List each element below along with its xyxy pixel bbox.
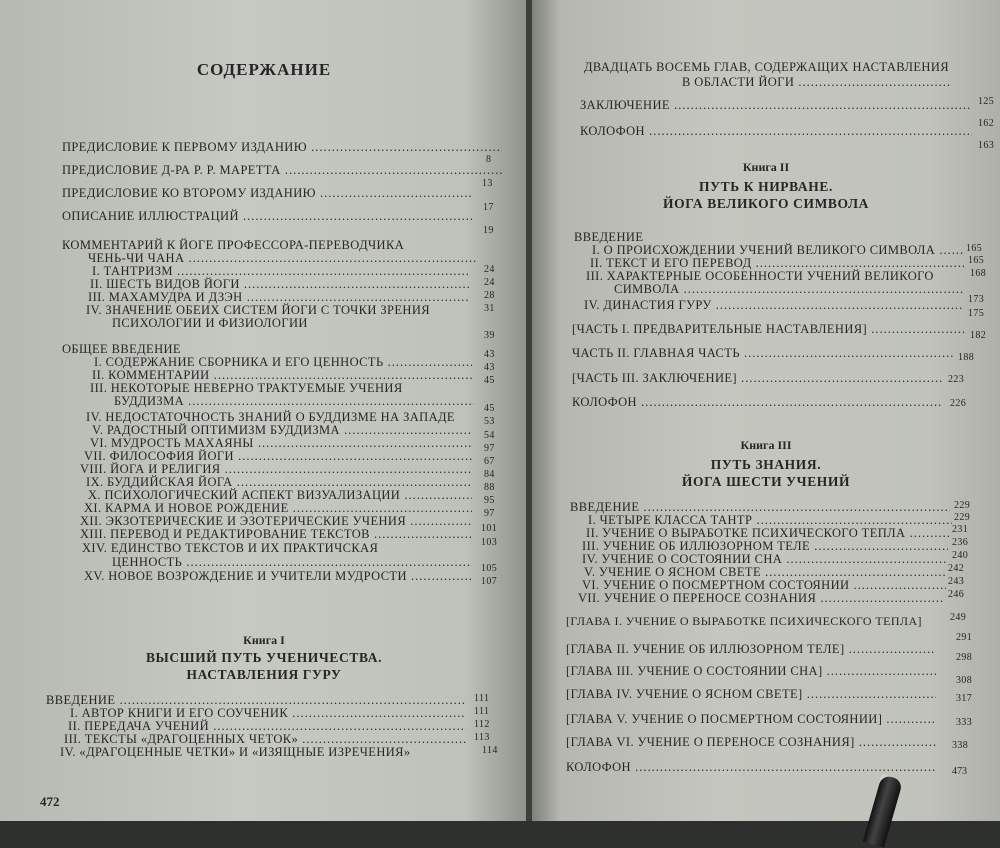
toc-page-number: 226 bbox=[950, 398, 967, 409]
toc-page-number: 101 bbox=[481, 523, 498, 534]
chapters-heading: ДВАДЦАТЬ ВОСЕМЬ ГЛАВ, СОДЕРЖАЩИХ НАСТАВЛЕНИЯ bbox=[584, 60, 950, 74]
toc-page-number: 19 bbox=[483, 225, 494, 236]
toc-page-number: 240 bbox=[952, 550, 969, 561]
toc-entry: I. О ПРОИСХОЖДЕНИИ УЧЕНИЙ ВЕЛИКОГО СИМВОЛА ..... bbox=[592, 243, 964, 258]
toc-page-number: 95 bbox=[484, 495, 495, 506]
book-2-label: Книга II bbox=[742, 160, 790, 174]
toc-page-number: 113 bbox=[474, 732, 490, 743]
toc-page-number: 242 bbox=[948, 563, 965, 574]
toc-entry: [ГЛАВА IV. УЧЕНИЕ О ЯСНОМ СВЕТЕ] ..... bbox=[566, 687, 936, 702]
toc-page-number: 165 bbox=[968, 255, 985, 266]
page-number-right: 473 bbox=[952, 766, 967, 777]
toc-page-number: 165 bbox=[966, 243, 983, 254]
toc-page-number: 24 bbox=[484, 264, 495, 275]
toc-entry: ПСИХОЛОГИИ И ФИЗИОЛОГИИ bbox=[112, 316, 308, 330]
toc-page-number: 54 bbox=[484, 430, 495, 441]
toc-page-number: 39 bbox=[484, 330, 495, 341]
toc-page-number: 231 bbox=[952, 524, 969, 535]
toc-page-number: 182 bbox=[970, 330, 987, 341]
toc-page-number: 317 bbox=[956, 693, 973, 704]
book-1-label: Книга I bbox=[243, 633, 285, 647]
toc-entry: I. ТАНТРИЗМ ..... bbox=[92, 264, 470, 279]
toc-entry: ПРЕДИСЛОВИЕ Д-РА Р. Р. МАРЕТТА ..... bbox=[62, 163, 502, 178]
toc-page-number: 112 bbox=[474, 719, 490, 730]
toc-entry: IX. БУДДИЙСКАЯ ЙОГА ..... bbox=[86, 475, 472, 490]
toc-page-number: 229 bbox=[954, 500, 971, 511]
toc-page-number: 97 bbox=[484, 443, 495, 454]
toc-page-number: 53 bbox=[484, 416, 495, 427]
toc-entry: III. ТЕКСТЫ «ДРАГОЦЕННЫХ ЧЕТОК» ..... bbox=[64, 732, 466, 747]
toc-entry: III. МАХАМУДРА И ДЗЭН ..... bbox=[88, 290, 470, 305]
toc-page-number: 333 bbox=[956, 717, 973, 728]
toc-page-number: 107 bbox=[481, 576, 498, 587]
toc-entry: XII. ЭКЗОТЕРИЧЕСКИЕ И ЭЗОТЕРИЧЕСКИЕ УЧЕНИЯ ..... bbox=[80, 514, 472, 529]
book-1-subtitle: НАСТАВЛЕНИЯ ГУРУ bbox=[186, 667, 342, 682]
toc-page-number: 291 bbox=[956, 632, 973, 643]
toc-page-number: 298 bbox=[956, 652, 973, 663]
toc-entry: [ГЛАВА I. УЧЕНИЕ О ВЫРАБОТКЕ ПСИХИЧЕСКОГО ТЕПЛА] bbox=[566, 614, 922, 628]
book-2-title: ПУТЬ К НИРВАНЕ. bbox=[699, 179, 833, 194]
toc-entry: ЧАСТЬ II. ГЛАВНАЯ ЧАСТЬ ..... bbox=[572, 346, 954, 361]
toc-page-number: 97 bbox=[484, 508, 495, 519]
toc-page-number: 308 bbox=[956, 675, 973, 686]
page-number-left: 472 bbox=[40, 794, 60, 809]
toc-entry: ВВЕДЕНИЕ ..... bbox=[46, 693, 466, 708]
toc-page-number: 31 bbox=[484, 303, 495, 314]
chapters-heading-2: В ОБЛАСТИ ЙОГИ ..... bbox=[682, 75, 952, 90]
toc-entry: II. УЧЕНИЕ О ВЫРАБОТКЕ ПСИХИЧЕСКОГО ТЕПЛА ..... bbox=[586, 526, 950, 541]
toc-entry: I. АВТОР КНИГИ И ЕГО СОУЧЕНИК ..... bbox=[70, 706, 466, 721]
toc-entry: IV. НЕДОСТАТОЧНОСТЬ ЗНАНИЙ О БУДДИЗМЕ НА ЗАПАДЕ bbox=[86, 410, 455, 424]
toc-entry: КОЛОФОН ..... bbox=[580, 124, 972, 139]
toc-entry: IV. «ДРАГОЦЕННЫЕ ЧЕТКИ» И «ИЗЯЩНЫЕ ИЗРЕЧЕНИЯ» bbox=[60, 745, 411, 759]
toc-entry: [ГЛАВА II. УЧЕНИЕ ОБ ИЛЛЮЗОРНОМ ТЕЛЕ] ..... bbox=[566, 642, 936, 657]
toc-entry: IV. ЗНАЧЕНИЕ ОБЕИХ СИСТЕМ ЙОГИ С ТОЧКИ ЗРЕНИЯ bbox=[86, 303, 430, 317]
toc-page-number: 188 bbox=[958, 352, 975, 363]
book-3-label: Книга III bbox=[740, 438, 792, 452]
toc-page-number: 43 bbox=[484, 349, 495, 360]
toc-page-number: 249 bbox=[950, 612, 967, 623]
toc-entry: ЗАКЛЮЧЕНИЕ ..... bbox=[580, 98, 972, 113]
toc-entry: [ЧАСТЬ I. ПРЕДВАРИТЕЛЬНЫЕ НАСТАВЛЕНИЯ] ..... bbox=[572, 322, 966, 337]
toc-page-number: 45 bbox=[484, 375, 495, 386]
toc-entry: ВВЕДЕНИЕ ..... bbox=[570, 500, 950, 515]
toc-page-number: 88 bbox=[484, 482, 495, 493]
toc-entry: XV. НОВОЕ ВОЗРОЖДЕНИЕ И УЧИТЕЛИ МУДРОСТИ ..... bbox=[84, 569, 472, 584]
toc-page-number: 24 bbox=[484, 277, 495, 288]
toc-page-number: 103 bbox=[481, 537, 498, 548]
toc-entry: [ГЛАВА III. УЧЕНИЕ О СОСТОЯНИИ СНА] ..... bbox=[566, 664, 936, 679]
toc-entry: ВВЕДЕНИЕ bbox=[574, 230, 644, 244]
toc-entry: ОПИСАНИЕ ИЛЛЮСТРАЦИЙ ..... bbox=[62, 209, 472, 224]
commentary-heading: КОММЕНТАРИЙ К ЙОГЕ ПРОФЕССОРА-ПЕРЕВОДЧИКА bbox=[62, 238, 405, 252]
toc-page-number: 229 bbox=[954, 512, 971, 523]
toc-page-number: 338 bbox=[952, 740, 969, 751]
book-3-title: ПУТЬ ЗНАНИЯ. bbox=[710, 457, 822, 472]
toc-entry: II. ТЕКСТ И ЕГО ПЕРЕВОД ..... bbox=[590, 256, 966, 271]
toc-entry: VII. УЧЕНИЕ О ПЕРЕНОСЕ СОЗНАНИЯ ..... bbox=[578, 591, 944, 606]
toc-entry: ПРЕДИСЛОВИЕ К ПЕРВОМУ ИЗДАНИЮ ..... bbox=[62, 140, 502, 155]
toc-entry: X. ПСИХОЛОГИЧЕСКИЙ АСПЕКТ ВИЗУАЛИЗАЦИИ ..... bbox=[88, 488, 472, 503]
toc-page-number: 28 bbox=[484, 290, 495, 301]
toc-page-number: 84 bbox=[484, 469, 495, 480]
toc-entry: III. НЕКОТОРЫЕ НЕВЕРНО ТРАКТУЕМЫЕ УЧЕНИЯ bbox=[90, 381, 403, 395]
toc-entry: I. ЧЕТЫРЕ КЛАССА ТАНТР ..... bbox=[588, 513, 952, 528]
toc-page-number: 111 bbox=[474, 706, 490, 717]
toc-entry: IV. УЧЕНИЕ О СОСТОЯНИИ СНА ..... bbox=[582, 552, 948, 567]
toc-page-number: 246 bbox=[948, 589, 965, 600]
toc-page-number: 125 bbox=[978, 96, 995, 107]
toc-page-number: 17 bbox=[483, 202, 494, 213]
toc-entry: III. ХАРАКТЕРНЫЕ ОСОБЕННОСТИ УЧЕНИЙ ВЕЛИКОГО bbox=[586, 269, 934, 283]
toc-page-number: 175 bbox=[968, 308, 985, 319]
toc-entry: VII. ФИЛОСОФИЯ ЙОГИ ..... bbox=[84, 449, 472, 464]
toc-page-number: 173 bbox=[968, 294, 985, 305]
book-3-subtitle: ЙОГА ШЕСТИ УЧЕНИЙ bbox=[681, 474, 851, 489]
toc-entry: II. ПЕРЕДАЧА УЧЕНИЙ ..... bbox=[68, 719, 466, 734]
toc-page-number: 111 bbox=[474, 693, 490, 704]
toc-page-number: 114 bbox=[482, 745, 498, 756]
toc-entry: II. КОММЕНТАРИИ ..... bbox=[92, 368, 472, 383]
toc-entry: XIII. ПЕРЕВОД И РЕДАКТИРОВАНИЕ ТЕКСТОВ ..... bbox=[80, 527, 472, 542]
toc-page-number: 163 bbox=[978, 140, 995, 151]
general-intro-heading: ОБЩЕЕ ВВЕДЕНИЕ bbox=[62, 342, 181, 356]
toc-entry: IV. ДИНАСТИЯ ГУРУ ..... bbox=[584, 298, 964, 313]
toc-entry: XIV. ЕДИНСТВО ТЕКСТОВ И ИХ ПРАКТИЧСКАЯ bbox=[82, 541, 379, 555]
toc-entry: [ГЛАВА VI. УЧЕНИЕ О ПЕРЕНОСЕ СОЗНАНИЯ] ..... bbox=[566, 735, 936, 750]
toc-entry: БУДДИЗМА ..... bbox=[114, 394, 474, 409]
toc-entry: V. УЧЕНИЕ О ЯСНОМ СВЕТЕ ..... bbox=[584, 565, 946, 580]
book-1-title: ВЫСШИЙ ПУТЬ УЧЕНИЧЕСТВА. bbox=[145, 650, 383, 665]
toc-entry: [ЧАСТЬ III. ЗАКЛЮЧЕНИЕ] ..... bbox=[572, 371, 942, 386]
toc-page-number: 13 bbox=[482, 178, 493, 189]
toc-page-number: 67 bbox=[484, 456, 495, 467]
toc-page-number: 45 bbox=[484, 403, 495, 414]
toc-entry: VIII. ЙОГА И РЕЛИГИЯ ..... bbox=[80, 462, 472, 477]
right-page bbox=[532, 0, 1000, 821]
toc-entry: VI. МУДРОСТЬ МАХАЯНЫ ..... bbox=[90, 436, 472, 451]
commentary-heading-2: ЧЕНЬ-ЧИ ЧАНА ..... bbox=[88, 251, 478, 266]
toc-page-number: 243 bbox=[948, 576, 965, 587]
toc-entry: ЦЕННОСТЬ ..... bbox=[112, 555, 472, 570]
toc-page-number: 8 bbox=[486, 154, 492, 165]
toc-entry: [ГЛАВА V. УЧЕНИЕ О ПОСМЕРТНОМ СОСТОЯНИИ] ..... bbox=[566, 712, 936, 727]
toc-entry: VI. УЧЕНИЕ О ПОСМЕРТНОМ СОСТОЯНИИ ..... bbox=[582, 578, 946, 593]
toc-entry: V. РАДОСТНЫЙ ОПТИМИЗМ БУДДИЗМА ..... bbox=[92, 423, 472, 438]
toc-entry: I. СОДЕРЖАНИЕ СБОРНИКА И ЕГО ЦЕННОСТЬ ..... bbox=[94, 355, 472, 370]
toc-entry: II. ШЕСТЬ ВИДОВ ЙОГИ ..... bbox=[90, 277, 470, 292]
toc-entry: ПРЕДИСЛОВИЕ КО ВТОРОМУ ИЗДАНИЮ ..... bbox=[62, 186, 472, 201]
toc-page-number: 105 bbox=[481, 563, 498, 574]
toc-page-number: 162 bbox=[978, 118, 995, 129]
toc-entry: КОЛОФОН ..... bbox=[566, 760, 936, 775]
toc-entry: XI. КАРМА И НОВОЕ РОЖДЕНИЕ ..... bbox=[84, 501, 472, 516]
toc-page-number: 43 bbox=[484, 362, 495, 373]
contents-title: СОДЕРЖАНИЕ bbox=[196, 60, 332, 79]
toc-page-number: 236 bbox=[952, 537, 969, 548]
toc-entry: III. УЧЕНИЕ ОБ ИЛЛЮЗОРНОМ ТЕЛЕ ..... bbox=[582, 539, 948, 554]
toc-entry: СИМВОЛА ..... bbox=[614, 282, 964, 297]
toc-page-number: 168 bbox=[970, 268, 987, 279]
book-2-subtitle: ЙОГА ВЕЛИКОГО СИМВОЛА bbox=[663, 196, 869, 211]
toc-entry: КОЛОФОН ..... bbox=[572, 395, 942, 410]
toc-page-number: 223 bbox=[948, 374, 965, 385]
